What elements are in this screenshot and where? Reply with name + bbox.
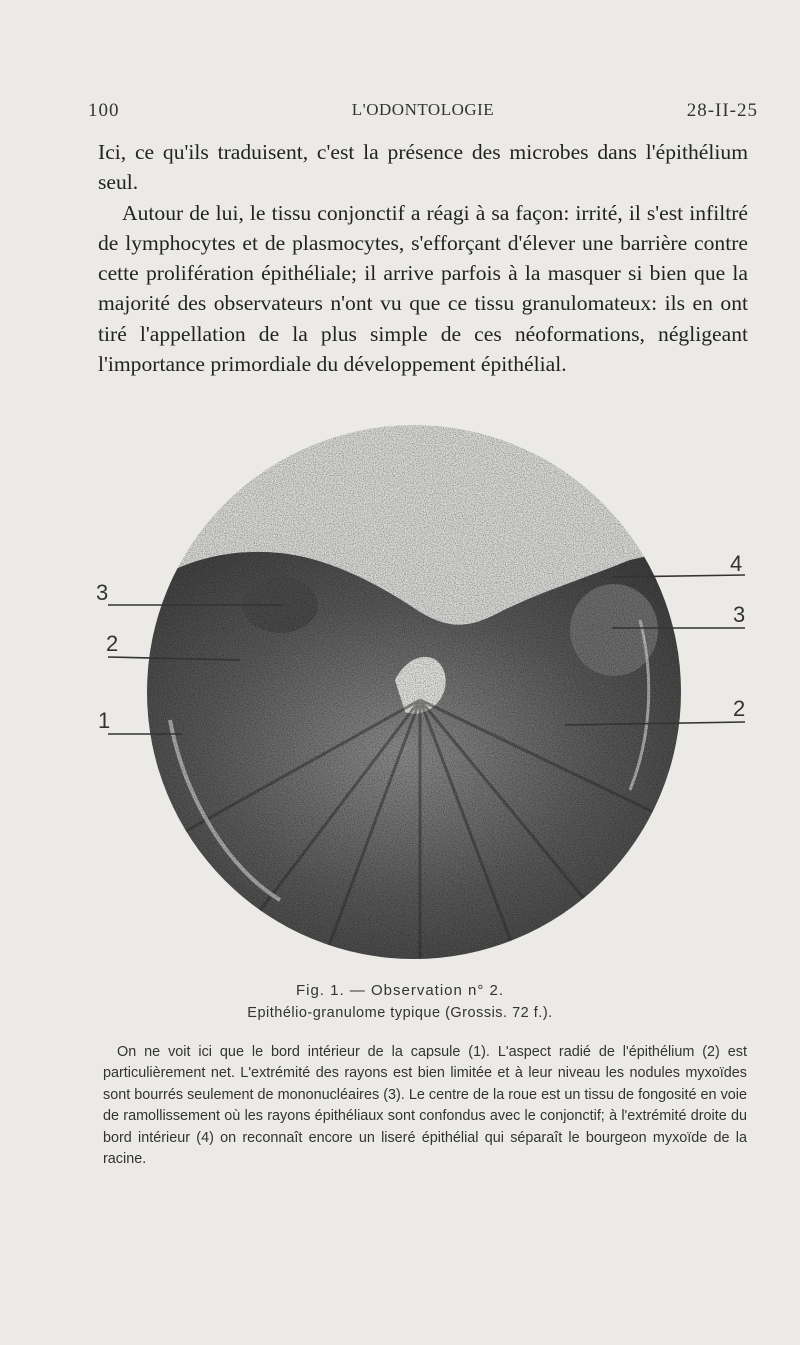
label-2-left: 2 xyxy=(106,631,119,656)
page-number: 100 xyxy=(88,100,120,121)
figure-caption xyxy=(0,982,800,1021)
figure-note xyxy=(103,1042,747,1170)
journal-title: L'ODONTOLOGIE xyxy=(351,100,495,119)
label-3-left: 3 xyxy=(96,580,109,605)
label-2-right: 2 xyxy=(733,696,746,721)
issue-date: 28-II-25 xyxy=(686,100,758,121)
label-1-left: 1 xyxy=(98,708,111,733)
label-4-right: 4 xyxy=(730,551,743,576)
micrograph-disc xyxy=(120,425,720,980)
figure-subtitle: Epithélio-granulome typique (Grossis. 72 f.). xyxy=(247,1005,553,1021)
label-3-right: 3 xyxy=(733,602,746,627)
paragraph-2: Autour de lui, le tissu conjonctif a réagi à sa façon: irrité, il s'est infiltré de lymphocytes et de plasmocytes, s'efforçant d'élever une barrière contre cette prolifération épithéliale; il arrive parfois à la masquer si bien que la majorité des observateurs n'ont vu que ce tissu granulomateux: ils en ont tiré l'appellation de la plus simple de ces néoformations, négligeant l'importance primordiale du développement épithélial. xyxy=(98,200,748,377)
paragraph-1: Ici, ce qu'ils traduisent, c'est la présence des microbes dans l'épithélium seul. xyxy=(98,140,748,195)
figure-note-text: On ne voit ici que le bord intérieur de la capsule (1). L'aspect radié de l'épithélium (2) est particulièrement net. L'extrémité des rayons est bien limitée et à leur niveau les nodules myxoïdes sont bourrés seulement de mononucléaires (3). Le centre de la roue est un tissu de fongosité en voie de ramollissement où les rayons épithéliaux sont confondus avec le conjonctif; à l'extrémité droite du bord intérieur (4) on reconnaît encore un liseré épithélial qui séparaît le bourgeon myxoïde de la racine. xyxy=(103,1044,747,1168)
figure-title: Fig. 1. — Observation n° 2. xyxy=(295,982,505,999)
